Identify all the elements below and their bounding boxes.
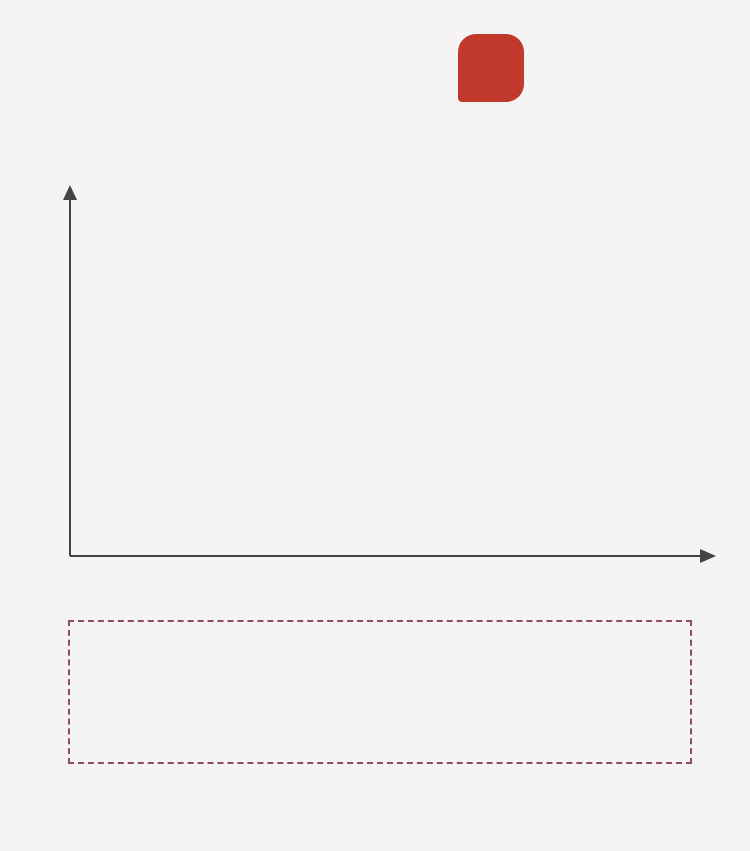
y-axis-arrow bbox=[63, 185, 77, 200]
size-chart-axes bbox=[0, 180, 750, 600]
report-table bbox=[68, 620, 692, 764]
x-axis-arrow bbox=[700, 549, 716, 563]
size-count-badge bbox=[458, 34, 524, 102]
